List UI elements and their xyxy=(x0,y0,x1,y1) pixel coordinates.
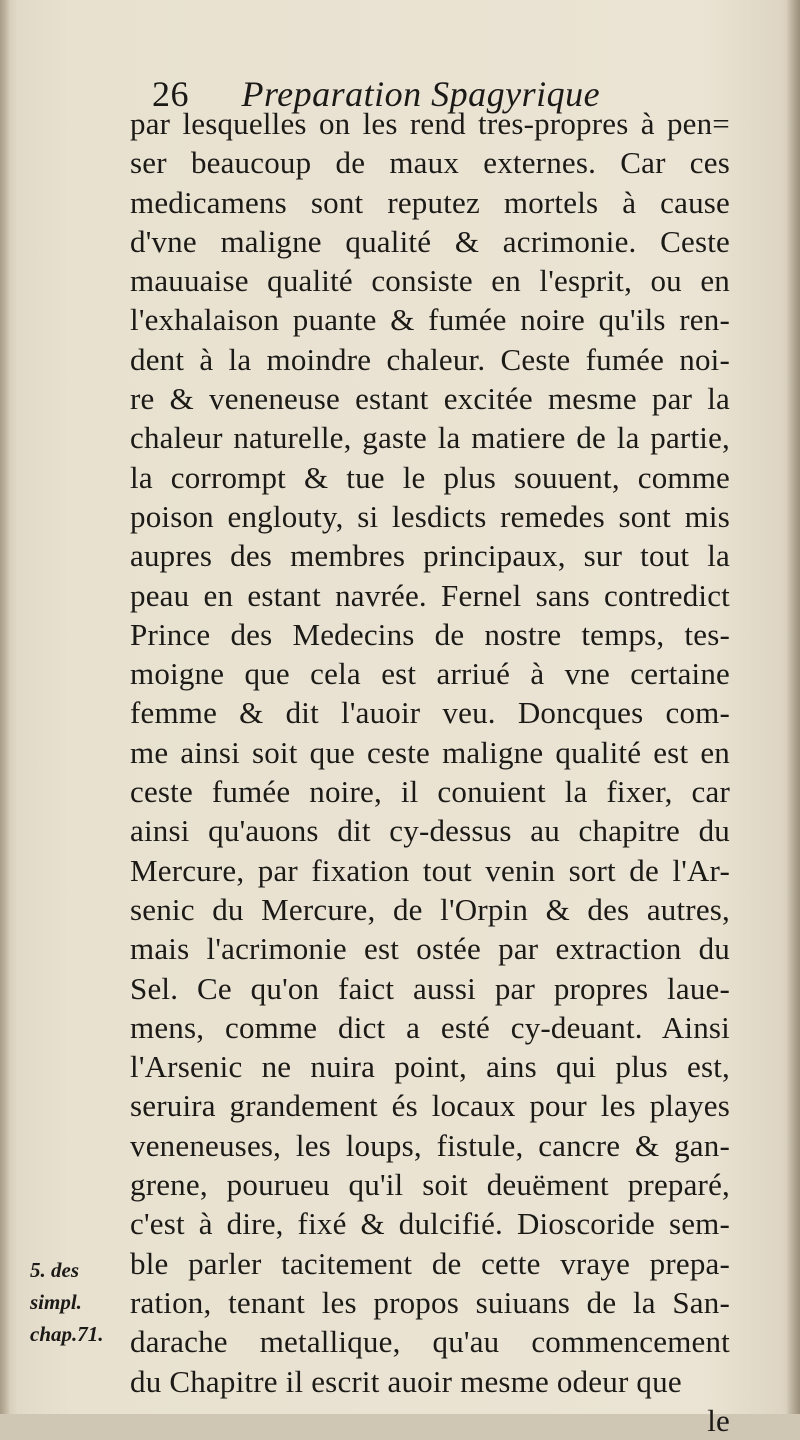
text-line: l'exhalaison puante & fumée noire qu'ils ren- xyxy=(130,302,730,338)
text-line: mais l'acrimonie est ostée par extraction du xyxy=(130,931,730,967)
margin-note xyxy=(30,1254,125,1350)
text-line: ainsi qu'auons dit cy-dessus au chapitre du xyxy=(130,813,730,849)
text-line: poison englouty, si lesdicts remedes sont mis xyxy=(130,498,730,534)
text-line: chaleur naturelle, gaste la matiere de la partie, xyxy=(130,420,730,456)
text-line: re & veneneuse estant excitée mesme par la xyxy=(130,381,730,417)
page-number: 26 xyxy=(152,74,189,114)
catchword: le xyxy=(707,1402,730,1438)
text-line: Sel. Ce qu'on faict aussi par propres laue- xyxy=(130,970,730,1006)
text-line: seruira grandement és locaux pour les playes xyxy=(130,1088,730,1124)
text-line: ser beaucoup de maux externes. Car ces xyxy=(130,145,730,181)
text-line: peau en estant navrée. Fernel sans contredict xyxy=(130,577,730,613)
text-line: d'vne maligne qualité & acrimonie. Ceste xyxy=(130,223,730,259)
running-title: Preparation Spagyrique xyxy=(241,74,601,114)
text-line: dent à la moindre chaleur. Ceste fumée noi- xyxy=(130,341,730,377)
text-line: senic du Mercure, de l'Orpin & des autres, xyxy=(130,891,730,927)
text-line: l'Arsenic ne nuira point, ains qui plus est, xyxy=(130,1049,730,1085)
text-line: femme & dit l'auoir veu. Doncques com- xyxy=(130,695,730,731)
text-line: mauuaise qualité consiste en l'esprit, ou en xyxy=(130,263,730,299)
text-line: darache metallique, qu'au commencement xyxy=(130,1324,730,1360)
text-line: ble parler tacitement de cette vraye prepa- xyxy=(130,1245,730,1281)
text-line: la corrompt & tue le plus souuent, comme xyxy=(130,459,730,495)
margin-note-line: simpl. xyxy=(30,1290,82,1314)
body-text xyxy=(130,104,730,1440)
text-line: c'est à dire, fixé & dulcifié. Dioscoride sem- xyxy=(130,1206,730,1242)
gutter-shadow xyxy=(0,0,10,1414)
text-line: veneneuses, les loups, fistule, cancre & gan- xyxy=(130,1127,730,1163)
margin-note-line: chap.71. xyxy=(30,1322,104,1346)
text-line: ration, tenant les propos suiuans de la San- xyxy=(130,1284,730,1320)
text-line: par lesquelles on les rend tres-propres à pen= xyxy=(130,106,730,141)
text-line: Prince des Medecins de nostre temps, tes- xyxy=(130,616,730,652)
text-line: du Chapitre il escrit auoir mesme odeur que xyxy=(130,1363,682,1399)
text-line: me ainsi soit que ceste maligne qualité est en xyxy=(130,734,730,770)
text-line: grene, pourueu qu'il soit deuëment preparé, xyxy=(130,1167,730,1203)
page-edge-shadow xyxy=(786,0,800,1414)
text-line: ceste fumée noire, il conuient la fixer, car xyxy=(130,774,730,810)
text-line: moigne que cela est arriué à vne certaine xyxy=(130,656,730,692)
text-line: aupres des membres principaux, sur tout la xyxy=(130,538,730,574)
text-line: medicamens sont reputez mortels à cause xyxy=(130,184,730,220)
text-line: mens, comme dict a esté cy-deuant. Ainsi xyxy=(130,1009,730,1045)
margin-note-line: 5. des xyxy=(30,1258,79,1282)
text-line: Mercure, par fixation tout venin sort de l'Ar- xyxy=(130,852,730,888)
